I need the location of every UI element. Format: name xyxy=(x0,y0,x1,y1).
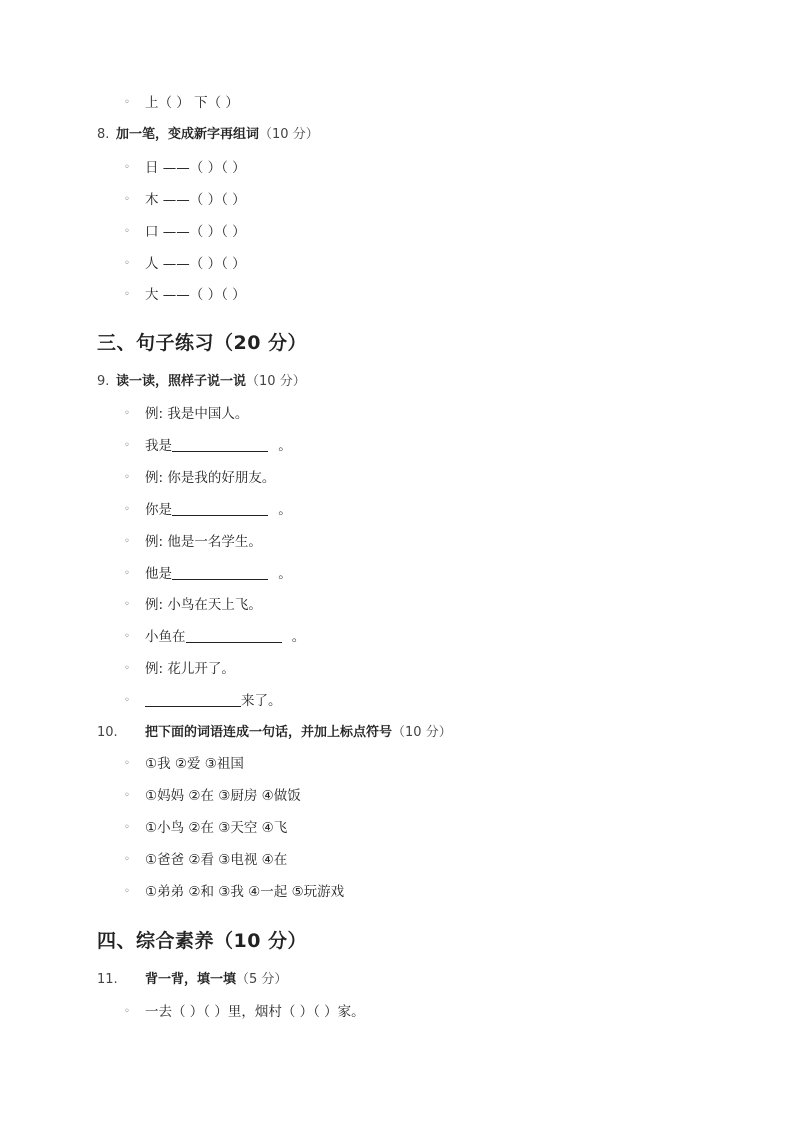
answer-blank[interactable] xyxy=(172,437,268,452)
sentence-prefix: 他是 xyxy=(145,566,172,582)
sentence-suffix: 。 xyxy=(278,502,292,518)
bullet-icon: ◦ xyxy=(124,504,130,515)
question-score: （10 分） xyxy=(246,374,306,389)
sentence-prefix: 我是 xyxy=(145,438,172,454)
sentence-suffix: 。 xyxy=(278,566,292,582)
sentence-suffix: 。 xyxy=(291,629,306,645)
example-text: 例: 小鸟在天上飞。 xyxy=(145,597,262,613)
sentence-prefix: 小鱼在 xyxy=(145,629,186,645)
list-item-text: ①我 ②爱 ③祖国 xyxy=(145,756,244,772)
section-heading: 四、综合素养（10 分） xyxy=(97,930,308,952)
question-title xyxy=(145,971,287,989)
sentence-prefix: 你是 xyxy=(145,502,172,518)
fill-sentence xyxy=(145,692,282,710)
example-text: 例: 他是一名学生。 xyxy=(145,534,262,550)
fill-sentence xyxy=(145,501,292,519)
question-title-text: 加一笔，变成新字再组词 xyxy=(116,127,260,142)
question-title xyxy=(116,373,306,391)
fill-sentence xyxy=(145,628,305,646)
bullet-icon: ◦ xyxy=(124,97,130,108)
question-title-text: 把下面的词语连成一句话，并加上标点符号 xyxy=(145,725,393,740)
bullet-icon: ◦ xyxy=(124,408,130,419)
bullet-icon: ◦ xyxy=(124,472,130,483)
question-title-text: 背一背，填一填 xyxy=(145,972,237,987)
answer-blank[interactable] xyxy=(172,501,268,516)
fill-sentence xyxy=(145,437,292,455)
question-number: 11. xyxy=(97,972,118,987)
sentence-suffix: 来了。 xyxy=(241,693,282,709)
list-item-text: 日 ——（ ）（ ） xyxy=(145,160,246,176)
list-item-text: 上（ ） 下（ ） xyxy=(145,95,239,111)
bullet-icon: ◦ xyxy=(124,162,130,173)
example-text: 例: 你是我的好朋友。 xyxy=(145,470,276,486)
bullet-icon: ◦ xyxy=(124,258,130,269)
bullet-icon: ◦ xyxy=(124,822,130,833)
list-item-text: 口 ——（ ）（ ） xyxy=(145,224,246,240)
bullet-icon: ◦ xyxy=(124,226,130,237)
question-number: 8. xyxy=(97,127,110,142)
bullet-icon: ◦ xyxy=(124,758,130,769)
bullet-icon: ◦ xyxy=(124,886,130,897)
bullet-icon: ◦ xyxy=(124,695,130,706)
list-item-text: 木 ——（ ）（ ） xyxy=(145,192,246,208)
bullet-icon: ◦ xyxy=(124,289,130,300)
bullet-icon: ◦ xyxy=(124,194,130,205)
list-item-text: ①小鸟 ②在 ③天空 ④飞 xyxy=(145,820,288,836)
list-item-text: 大 ——（ ）（ ） xyxy=(145,287,246,303)
list-item-text: 一去（ ）（ ）里，烟村（ ）（ ）家。 xyxy=(145,1004,365,1020)
list-item-text: ①妈妈 ②在 ③厨房 ④做饭 xyxy=(145,788,301,804)
bullet-icon: ◦ xyxy=(124,854,130,865)
list-item-text: ①弟弟 ②和 ③我 ④一起 ⑤玩游戏 xyxy=(145,884,345,900)
bullet-icon: ◦ xyxy=(124,440,130,451)
question-score: （5 分） xyxy=(236,972,288,987)
question-number: 9. xyxy=(97,374,110,389)
question-title xyxy=(116,126,319,144)
example-text: 例: 花儿开了。 xyxy=(145,661,235,677)
question-title-text: 读一读，照样子说一说 xyxy=(116,374,247,389)
answer-blank[interactable] xyxy=(186,628,282,643)
answer-blank[interactable] xyxy=(145,692,241,707)
bullet-icon: ◦ xyxy=(124,790,130,801)
bullet-icon: ◦ xyxy=(124,663,130,674)
bullet-icon: ◦ xyxy=(124,631,130,642)
bullet-icon: ◦ xyxy=(124,568,130,579)
bullet-icon: ◦ xyxy=(124,536,130,547)
example-text: 例: 我是中国人。 xyxy=(145,406,249,422)
bullet-icon: ◦ xyxy=(124,599,130,610)
question-score: （10 分） xyxy=(259,127,319,142)
answer-blank[interactable] xyxy=(172,565,268,580)
section-heading: 三、句子练习（20 分） xyxy=(97,332,308,354)
question-title xyxy=(145,724,452,742)
list-item-text: 人 ——（ ）（ ） xyxy=(145,256,246,272)
fill-sentence xyxy=(145,565,292,583)
bullet-icon: ◦ xyxy=(124,1006,130,1017)
sentence-suffix: 。 xyxy=(278,438,292,454)
question-number: 10. xyxy=(97,725,118,740)
list-item-text: ①爸爸 ②看 ③电视 ④在 xyxy=(145,852,288,868)
question-score: （10 分） xyxy=(392,725,452,740)
